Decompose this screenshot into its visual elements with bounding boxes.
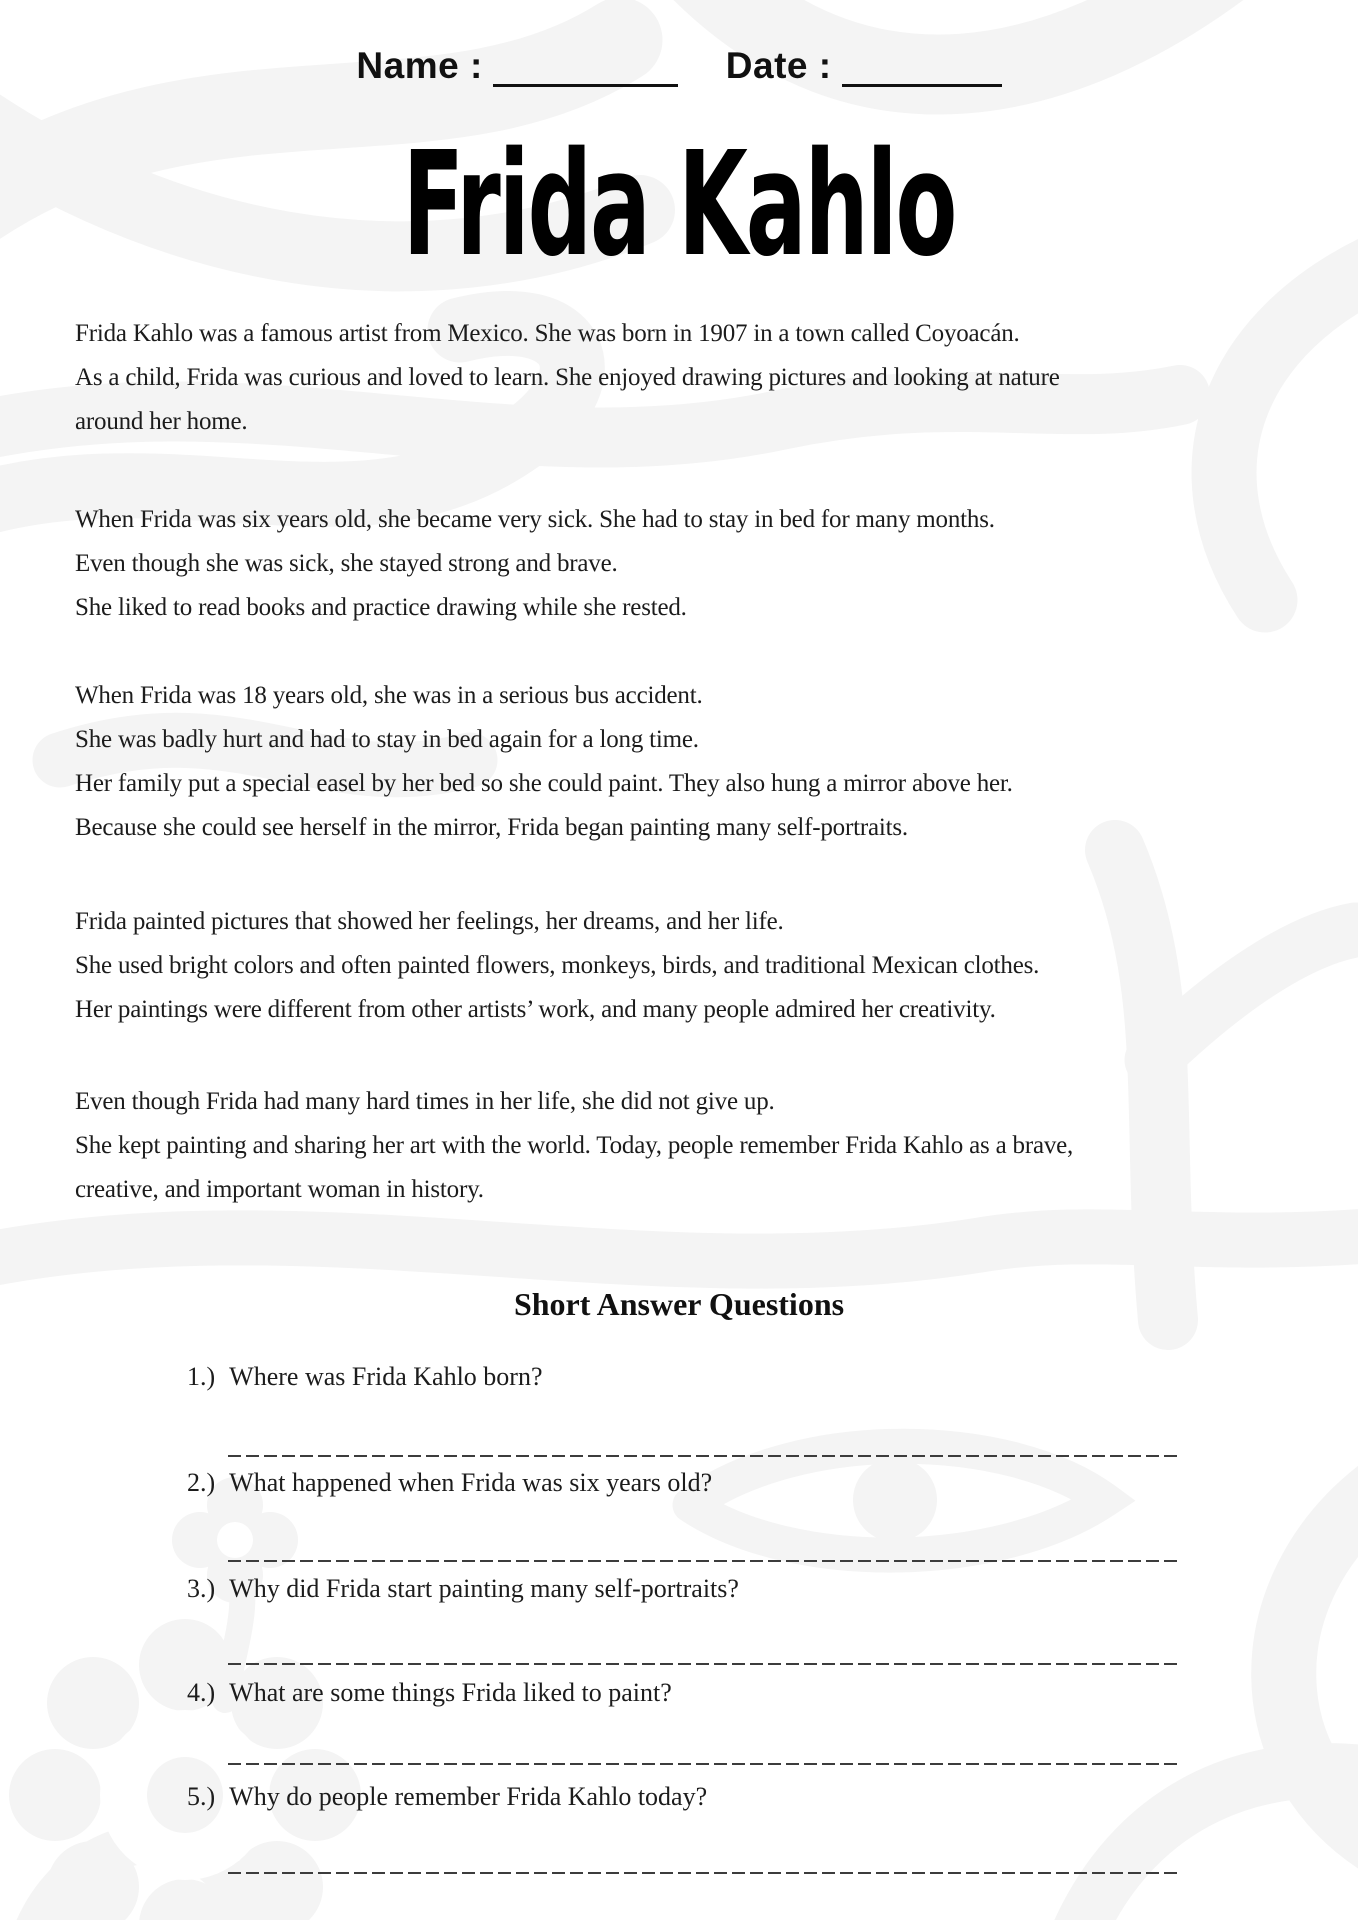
answer-line-5 — [228, 1872, 1180, 1874]
question-2 — [187, 1468, 712, 1498]
question-text: What happened when Frida was six years old? — [229, 1468, 713, 1497]
answer-line-3 — [228, 1663, 1180, 1665]
question-number: 5.) — [187, 1782, 216, 1811]
text-line: Because she could see herself in the mirror, Frida began painting many self-portraits. — [75, 814, 908, 841]
question-number: 4.) — [187, 1678, 216, 1707]
name-date-row — [0, 40, 1358, 87]
name-label: Name : — [356, 45, 483, 86]
text-line: Frida Kahlo was a famous artist from Mexico. She was born in 1907 in a town called Coyoacán. — [75, 320, 1020, 347]
answer-line-4 — [228, 1763, 1180, 1765]
text-line: around her home. — [75, 408, 248, 435]
text-line: She liked to read books and practice drawing while she rested. — [75, 594, 687, 621]
paragraph-5 — [75, 1080, 1073, 1212]
text-line: When Frida was 18 years old, she was in a serious bus accident. — [75, 682, 703, 709]
question-text: What are some things Frida liked to paint? — [229, 1678, 672, 1707]
text-line: As a child, Frida was curious and loved to learn. She enjoyed drawing pictures and looking at nature — [75, 364, 1060, 391]
date-blank-line — [842, 40, 1002, 87]
answer-line-1 — [228, 1455, 1180, 1457]
question-number: 2.) — [187, 1468, 216, 1497]
question-text: Why did Frida start painting many self-portraits? — [229, 1574, 739, 1603]
question-number: 3.) — [187, 1574, 216, 1603]
paragraph-1 — [75, 312, 1060, 444]
question-text: Why do people remember Frida Kahlo today? — [229, 1782, 708, 1811]
date-label: Date : — [725, 45, 832, 86]
text-line: Even though Frida had many hard times in her life, she did not give up. — [75, 1088, 775, 1115]
question-text: Where was Frida Kahlo born? — [229, 1362, 543, 1391]
text-line: Even though she was sick, she stayed strong and brave. — [75, 550, 618, 577]
question-3 — [187, 1574, 739, 1604]
paragraph-2 — [75, 498, 995, 630]
text-line: Her family put a special easel by her bed so she could paint. They also hung a mirror above her. — [75, 770, 1013, 797]
answer-line-2 — [228, 1560, 1180, 1562]
text-line: She used bright colors and often painted flowers, monkeys, birds, and traditional Mexican clothes. — [75, 952, 1040, 979]
paragraph-3 — [75, 674, 1013, 850]
text-line: She was badly hurt and had to stay in bed again for a long time. — [75, 726, 699, 753]
page-title: Frida Kahlo — [402, 121, 956, 290]
question-5 — [187, 1782, 707, 1812]
question-1 — [187, 1362, 543, 1392]
text-line: When Frida was six years old, she became very sick. She had to stay in bed for many months. — [75, 506, 995, 533]
short-answer-heading: Short Answer Questions — [513, 1286, 845, 1322]
text-line: She kept painting and sharing her art with the world. Today, people remember Frida Kahlo as a brave, — [75, 1132, 1074, 1159]
question-number: 1.) — [187, 1362, 216, 1391]
text-line: Frida painted pictures that showed her feelings, her dreams, and her life. — [75, 908, 784, 935]
paragraph-4 — [75, 900, 1039, 1032]
question-4 — [187, 1678, 672, 1708]
text-line: creative, and important woman in history. — [75, 1176, 484, 1203]
text-line: Her paintings were different from other artists’ work, and many people admired her creativity. — [75, 996, 996, 1023]
name-blank-line — [493, 40, 678, 87]
